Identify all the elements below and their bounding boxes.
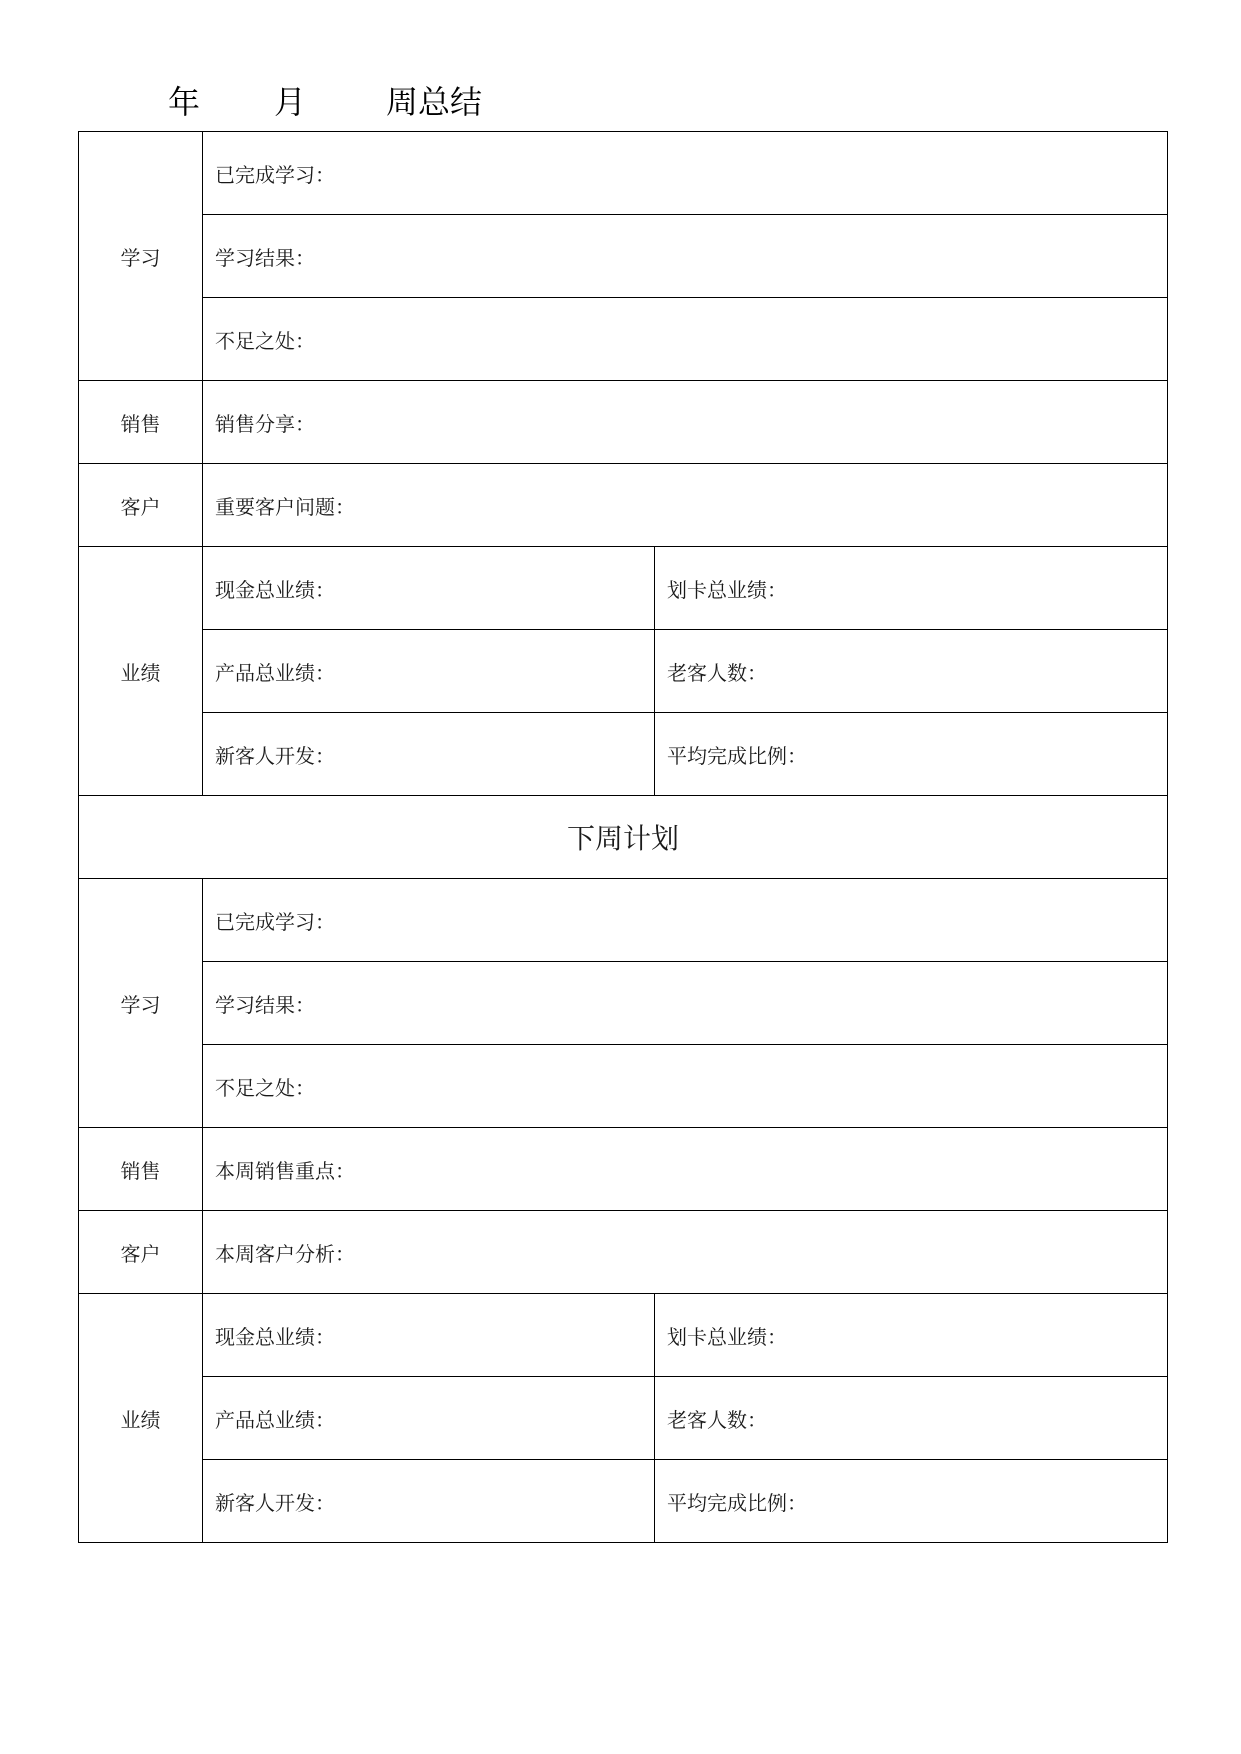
field-customer-issues[interactable]: 重要客户问题： xyxy=(203,464,1168,547)
table-row xyxy=(79,1211,1168,1294)
table-row xyxy=(79,879,1168,962)
category-sales: 销售 xyxy=(79,381,203,464)
field-old-customers[interactable]: 老客人数： xyxy=(655,630,1168,713)
field-sales-share[interactable]: 销售分享： xyxy=(203,381,1168,464)
table-row xyxy=(79,962,1168,1045)
category-customer: 客户 xyxy=(79,1211,203,1294)
field-card-total[interactable]: 划卡总业绩： xyxy=(655,547,1168,630)
category-study: 学习 xyxy=(79,879,203,1128)
table-row xyxy=(79,630,1168,713)
table-row xyxy=(79,713,1168,796)
table-row xyxy=(79,132,1168,215)
field-study-result[interactable]: 学习结果： xyxy=(203,962,1168,1045)
table-row xyxy=(79,1294,1168,1377)
table-row xyxy=(79,381,1168,464)
table-row xyxy=(79,1128,1168,1211)
field-customer-analysis[interactable]: 本周客户分析： xyxy=(203,1211,1168,1294)
field-cash-total[interactable]: 现金总业绩： xyxy=(203,547,655,630)
field-study-result[interactable]: 学习结果： xyxy=(203,215,1168,298)
field-completed-study[interactable]: 已完成学习： xyxy=(203,879,1168,962)
category-sales: 销售 xyxy=(79,1128,203,1211)
category-customer: 客户 xyxy=(79,464,203,547)
field-sales-focus[interactable]: 本周销售重点： xyxy=(203,1128,1168,1211)
table-row xyxy=(79,547,1168,630)
table-row xyxy=(79,215,1168,298)
category-study: 学习 xyxy=(79,132,203,381)
field-new-customers[interactable]: 新客人开发： xyxy=(203,713,655,796)
field-avg-completion[interactable]: 平均完成比例： xyxy=(655,713,1168,796)
table-row xyxy=(79,1045,1168,1128)
page-title xyxy=(0,74,700,130)
table-row xyxy=(79,796,1168,879)
field-cash-total[interactable]: 现金总业绩： xyxy=(203,1294,655,1377)
table-row xyxy=(79,1377,1168,1460)
title-month: 月 xyxy=(274,83,307,121)
table-row xyxy=(79,298,1168,381)
field-product-total[interactable]: 产品总业绩： xyxy=(203,630,655,713)
field-avg-completion[interactable]: 平均完成比例： xyxy=(655,1460,1168,1543)
field-shortcomings[interactable]: 不足之处： xyxy=(203,1045,1168,1128)
field-card-total[interactable]: 划卡总业绩： xyxy=(655,1294,1168,1377)
title-week-summary: 周总结 xyxy=(386,83,483,121)
title-year: 年 xyxy=(168,83,201,121)
category-performance: 业绩 xyxy=(79,547,203,796)
field-new-customers[interactable]: 新客人开发： xyxy=(203,1460,655,1543)
field-completed-study[interactable]: 已完成学习： xyxy=(203,132,1168,215)
weekly-summary-table xyxy=(78,131,1168,1543)
table-row xyxy=(79,1460,1168,1543)
field-product-total[interactable]: 产品总业绩： xyxy=(203,1377,655,1460)
table-row xyxy=(79,464,1168,547)
field-old-customers[interactable]: 老客人数： xyxy=(655,1377,1168,1460)
field-shortcomings[interactable]: 不足之处： xyxy=(203,298,1168,381)
section-next-week-plan: 下周计划 xyxy=(79,796,1168,879)
category-performance: 业绩 xyxy=(79,1294,203,1543)
